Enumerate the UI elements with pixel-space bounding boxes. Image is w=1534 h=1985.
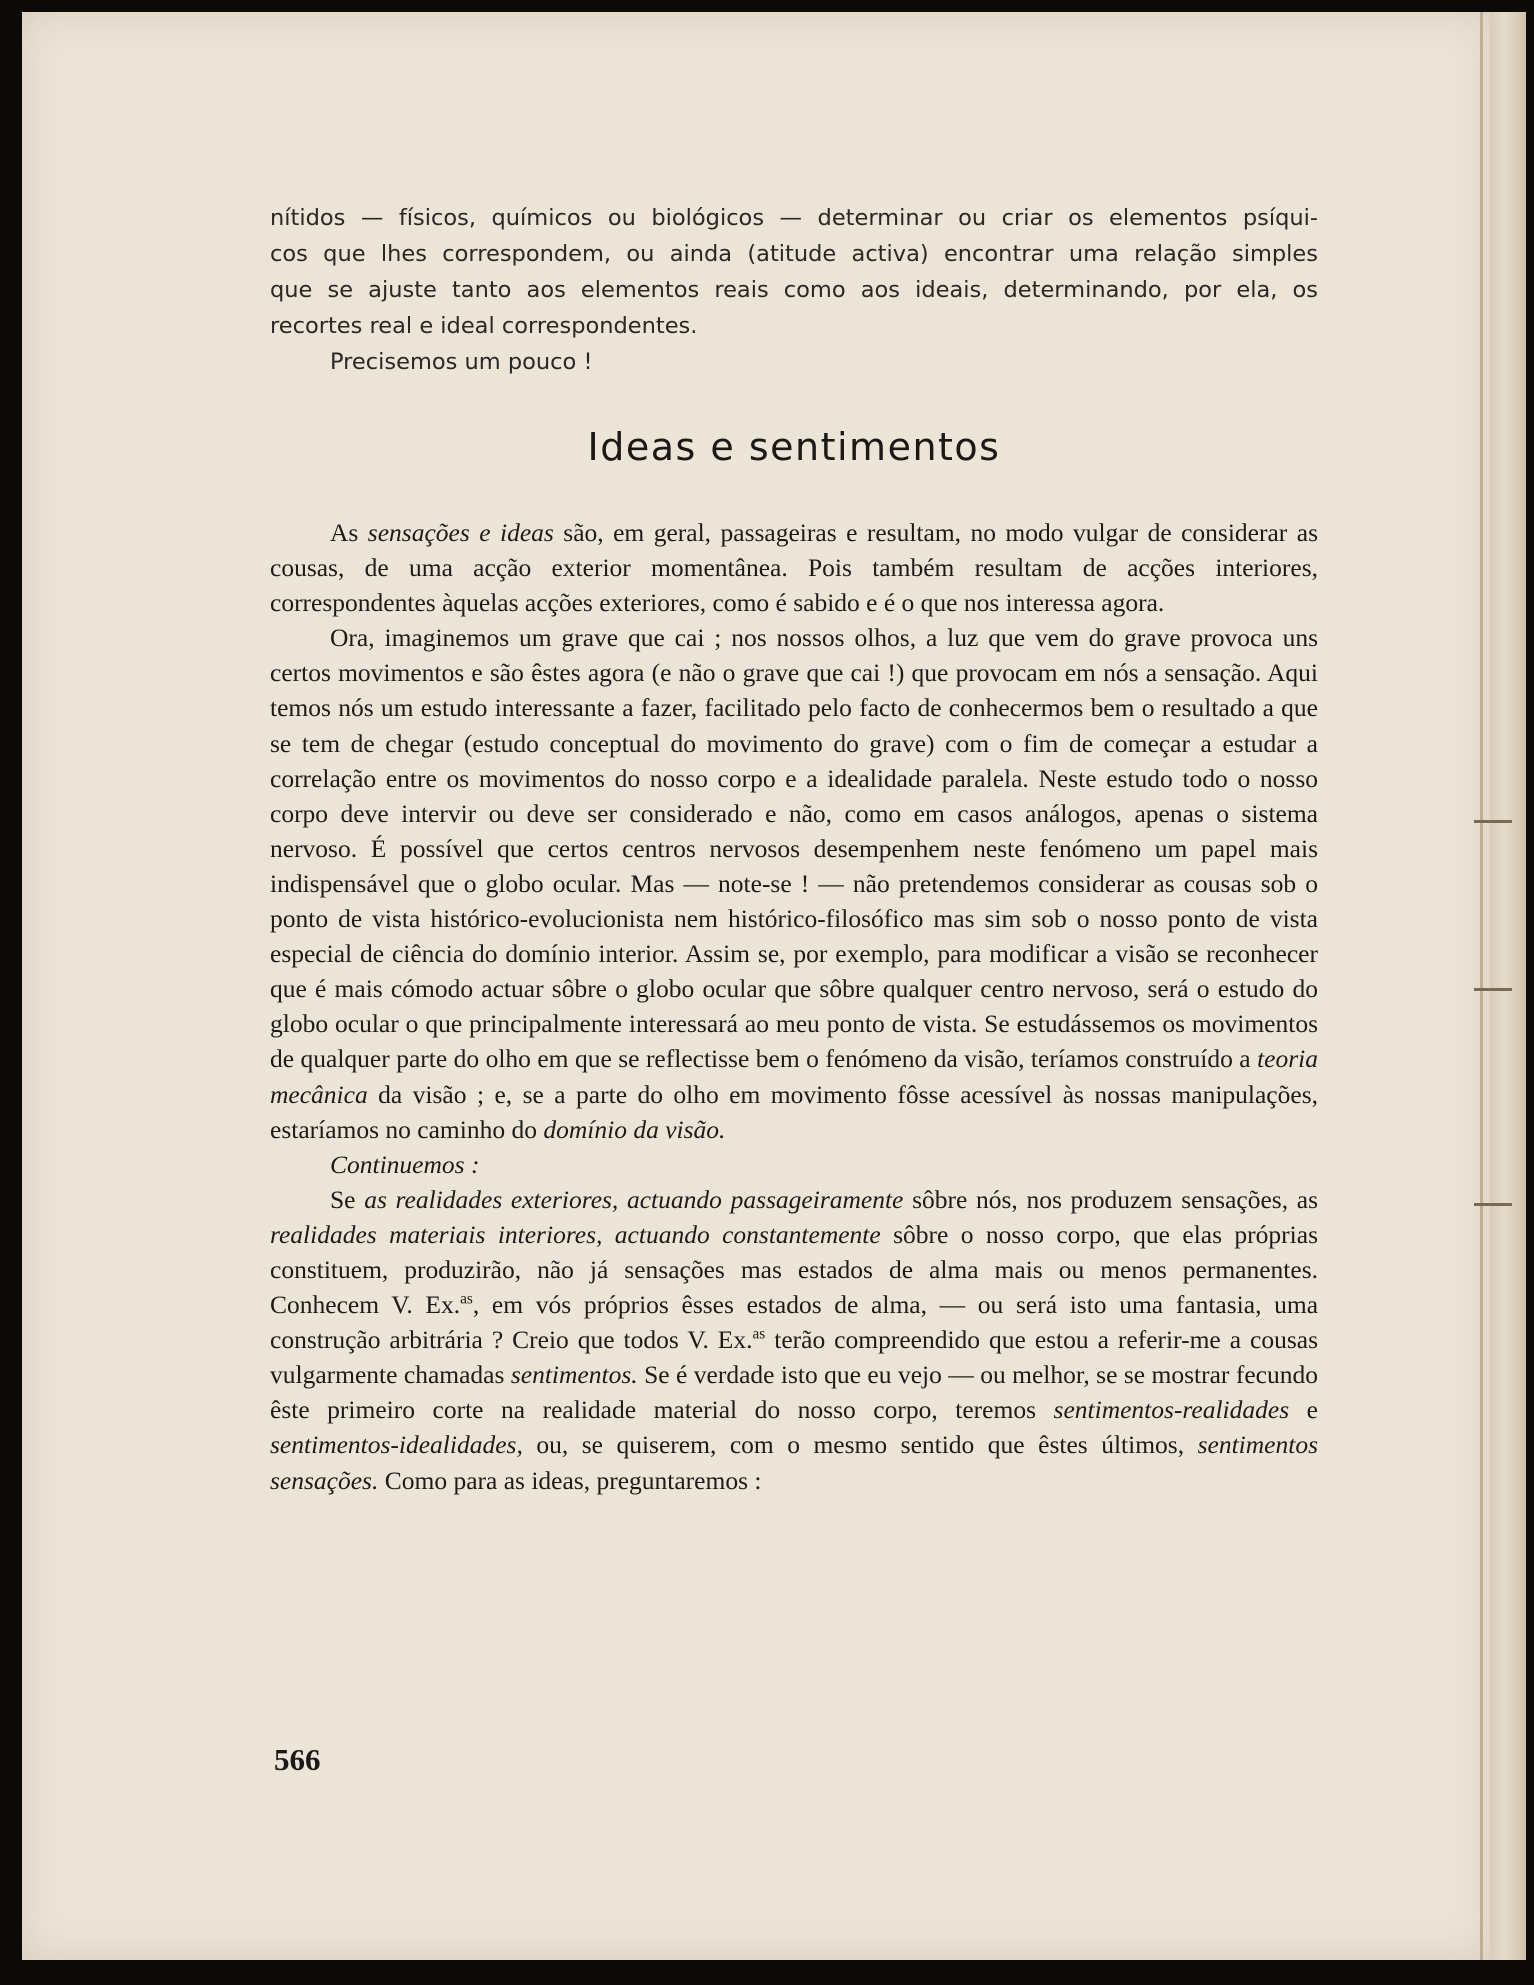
edge-mark xyxy=(1474,820,1512,823)
edge-mark xyxy=(1474,1203,1512,1206)
page-number: 566 xyxy=(274,1742,321,1777)
paragraph: Continuemos : xyxy=(330,1149,480,1179)
intro-paragraph-2: Precisemos um pouco ! xyxy=(330,349,593,375)
text-line: cos que lhes correspondem, ou ainda (atitude activa) encontrar uma relação simples xyxy=(270,241,1318,267)
paragraph: As sensações e ideas são, em geral, passageiras e resultam, no modo vulgar de considerar as cousas, de uma acção exterior momentânea. Pois também resultam de acções interiores, correspondentes àquelas acções exteriores, como é sabido e é o que nos interessa agora. xyxy=(270,518,1318,618)
text-line: recortes real e ideal correspondentes. xyxy=(270,313,698,339)
intro-paragraph xyxy=(270,200,1318,344)
edge-mark xyxy=(1474,988,1512,991)
paragraph: Ora, imaginemos um grave que cai ; nos nossos olhos, a luz que vem do grave provoca uns certos movimentos e são êstes agora (e não o grave que cai !) que provocam em nós a sensação. Aqui temos nós um estudo interessante a fazer, facilitado pelo facto de conhecermos bem o resultado a que se tem de chegar (estudo conceptual do movimento do grave) com o fim de começar a estudar a correlação entre os movimentos do nosso corpo e a idealidade paralela. Neste estudo todo o nosso corpo deve intervir ou deve ser considerado e não, como em casos análogos, apenas o sistema nervoso. É possível que certos centros nervosos desempenhem neste fenómeno um papel mais indispensável que o globo ocular. Mas — note-se ! — não pretendemos considerar as cousas sob o ponto de vista histórico-evolucionista nem histórico-filosófico mas sim sob o nosso ponto de vista especial de ciência do domínio interior. Assim se, por exemplo, para modificar a visão se reconhecer que é mais cómodo actuar sôbre o globo ocular que sôbre qualquer centro nervoso, será o estudo do globo ocular o que principalmente interessará ao meu ponto de vista. Se estudássemos os movimentos de qualquer parte do olho em que se reflectisse bem o fenómeno da visão, teríamos construído a teoria mecânica da visão ; e, se a parte do olho em movimento fôsse acessível às nossas manipulações, estaríamos no caminho do domínio da visão. xyxy=(270,623,1318,1144)
page-content xyxy=(270,200,1318,1498)
paragraph: Se as realidades exteriores, actuando passageiramente sôbre nós, nos produzem sensações, as realidades materiais interiores, actuando constantemente sôbre o nosso corpo, que elas próprias constituem, produzirão, não já sensações mas estados de alma mais ou menos permanentes. Conhecem V. Ex.$^{as}$, em vós próprios êsses estados de alma, — ou será isto uma fantasia, uma construção arbitrária ? Creio que todos V. Ex.$^{as}$ terão compreendido que estou a referir-me a cousas vulgarmente chamadas sentimentos. Se é verdade isto que eu vejo — ou melhor, se se mostrar fecundo êste primeiro corte na realidade material do nosso corpo, teremos sentimentos-realidades e sentimentos-idealidades, ou, se quiserem, com o mesmo sentido que êstes últimos, sentimentos sensações. Como para as ideas, preguntaremos : xyxy=(270,1184,1319,1495)
next-page-edge xyxy=(1490,12,1526,1960)
section-heading: Ideas e sentimentos xyxy=(587,425,1001,469)
text-line: nítidos — físicos, químicos ou biológicos — determinar ou criar os elementos psíqui- xyxy=(270,205,1318,231)
text-line: que se ajuste tanto aos elementos reais como aos ideais, determinando, por ela, os xyxy=(270,277,1318,303)
page-fold-line xyxy=(1480,12,1483,1960)
